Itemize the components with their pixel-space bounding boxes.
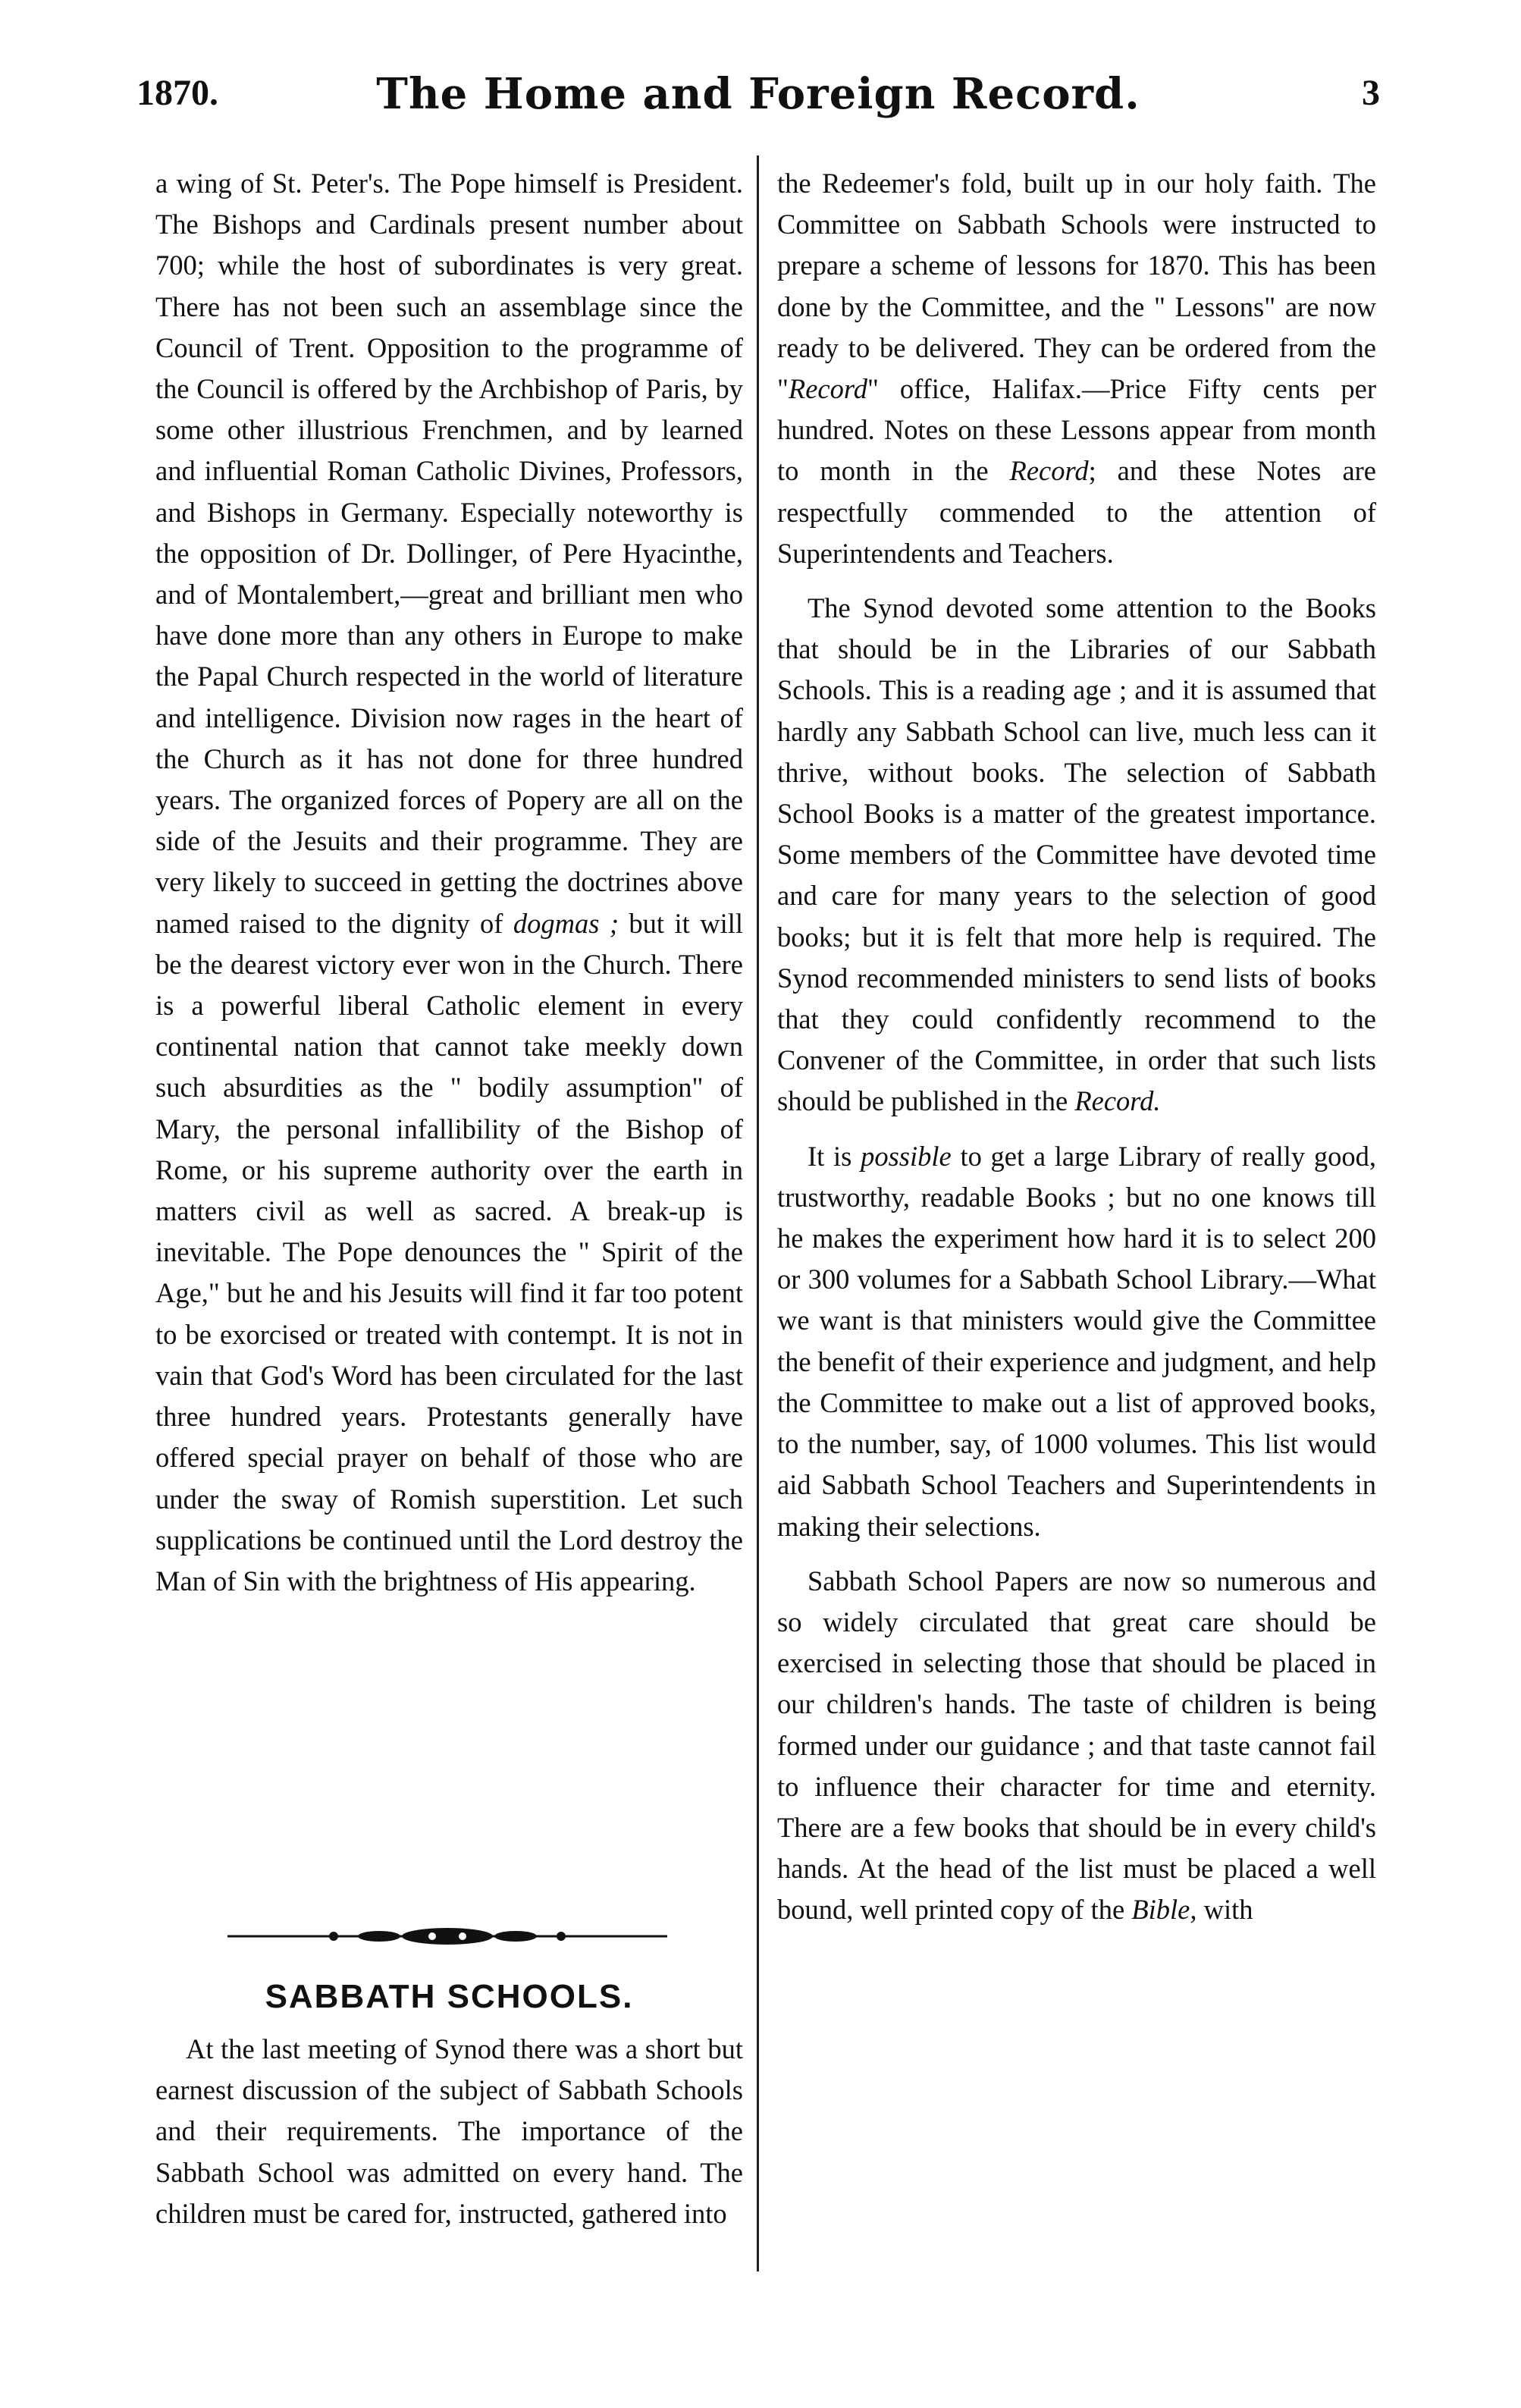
text-run: with [1196,1894,1253,1926]
left-column-continued [155,2029,743,2234]
header-year: 1870. [136,73,218,113]
italic-text: possible [861,1140,952,1172]
paragraph-school-papers [777,1561,1376,1931]
paragraph-sabbath-intro: At the last meeting of Synod there was a short but earnest discussion of the subject of Sabbath Schools and their requirements. The importance of the Sabbath School was admitted on every hand. The children must be cared for, instructed, gathered into [155,2033,743,2229]
text-run: to get a large Library of really good, trustworthy, readable Books ; but no one knows till he makes the experiment how hard it is to select 200 or 300 volumes for a Sabbath School Library.—What we want is that ministers would give the Committee the benefit of their experience and judgment, and help the Committee to make out a list of approved books, to the number, say, of 1000 volumes. This list would aid Sabbath School Teachers and Superintendents in making their selections. [777,1140,1376,1542]
paragraph-large-library [777,1136,1376,1547]
header-title: The Home and Foreign Record. [376,69,1140,119]
italic-text: Bible, [1131,1894,1197,1926]
left-column [155,163,743,1615]
text-run: " office, Halifax.—Price Fifty cents per hundred. Notes on these Lessons appear from month to month in the [777,373,1376,487]
paragraph-council [155,163,743,1602]
paragraph-libraries [777,588,1376,1122]
text-run: ; and these Notes are respectfully commended to the attention of Superintendents and Teachers. [777,455,1376,569]
paragraph-lessons [777,163,1376,574]
ornament-divider-icon [227,1925,667,1948]
text-run: but it will be the dearest victory ever won in the Church. There is a powerful liberal Catholic element in every continental nation that cannot take meekly down such absurdities as the " bodily assumption" of Mary, the personal infallibility of the Bishop of Rome, or his supreme authority over the earth in matters civil as well as sacred. A break-up is inevitable. The Pope denounces the " Spirit of the Age," but he and his Jesuits will find it far too potent to be exorcised or treated with contempt. It is not in vain that God's Word has been circulated for the last three hundred years. Protestants generally have offered special prayer on behalf of those who are under the sway of Romish superstition. Let such supplications be continued until the Lord destroy the Man of Sin with the brightness of His appearing. [155,907,743,1596]
right-column [777,163,1376,1945]
text-run: The Synod devoted some attention to the Books that should be in the Libraries of our Sabbath Schools. This is a reading age ; and it is assumed that hardly any Sabbath School can live, much less can it thrive, without books. The selection of Sabbath School Books is a matter of the greatest importance. Some members of the Committee have devoted time and care for many years to the selection of good books; but it is felt that more help is required. The Synod recommended ministers to send lists of books that they could confidently recommend to the Convener of the Committee, in order that such lists should be published in the [777,592,1376,1117]
text-run: the Redeemer's fold, built up in our holy faith. The Committee on Sabbath Schools were instructed to prepare a scheme of lessons for 1870. This has been done by the Committee, and the " Lessons" are now ready to be delivered. They can be ordered from the " [777,168,1376,405]
text-run: a wing of St. Peter's. The Pope himself is President. The Bishops and Cardinals present number about 700; while the host of subordinates is very great. There has not been such an assemblage since the Council of Trent. Opposition to the programme of the Council is offered by the Archbishop of Paris, by some other illustrious Frenchmen, and by learned and influential Roman Catholic Divines, Professors, and Bishops in Germany. Especially noteworthy is the opposition of Dr. Dollinger, of Pere Hyacinthe, and of Montalembert,—great and brilliant men who have done more than any others in Europe to make the Papal Church respected in the world of literature and intelligence. Division now rages in the heart of the Church as it has not done for three hundred years. The organized forces of Popery are all on the side of the Jesuits and their programme. They are very likely to succeed in getting the doctrines above named raised to the dignity of [155,168,743,939]
italic-text: Record [1009,455,1089,487]
page-number: 3 [1362,73,1380,113]
italic-text: Record. [1074,1085,1161,1117]
italic-text: Record [788,373,867,405]
italic-text: dogmas ; [513,907,619,939]
running-header [136,69,1380,133]
text-run: Sabbath School Papers are now so numerous and so widely circulated that great care should be exercised in selecting those that should be placed in our children's hands. The taste of children is being formed under our guidance ; and that taste cannot fail to influence their character for time and eternity. There are a few books that should be in every child's hands. At the head of the list must be placed a well bound, well printed copy of the [777,1565,1376,1926]
text-run: It is [808,1140,861,1172]
column-divider [757,155,759,2271]
section-heading: SABBATH SCHOOLS. [265,1978,634,2015]
